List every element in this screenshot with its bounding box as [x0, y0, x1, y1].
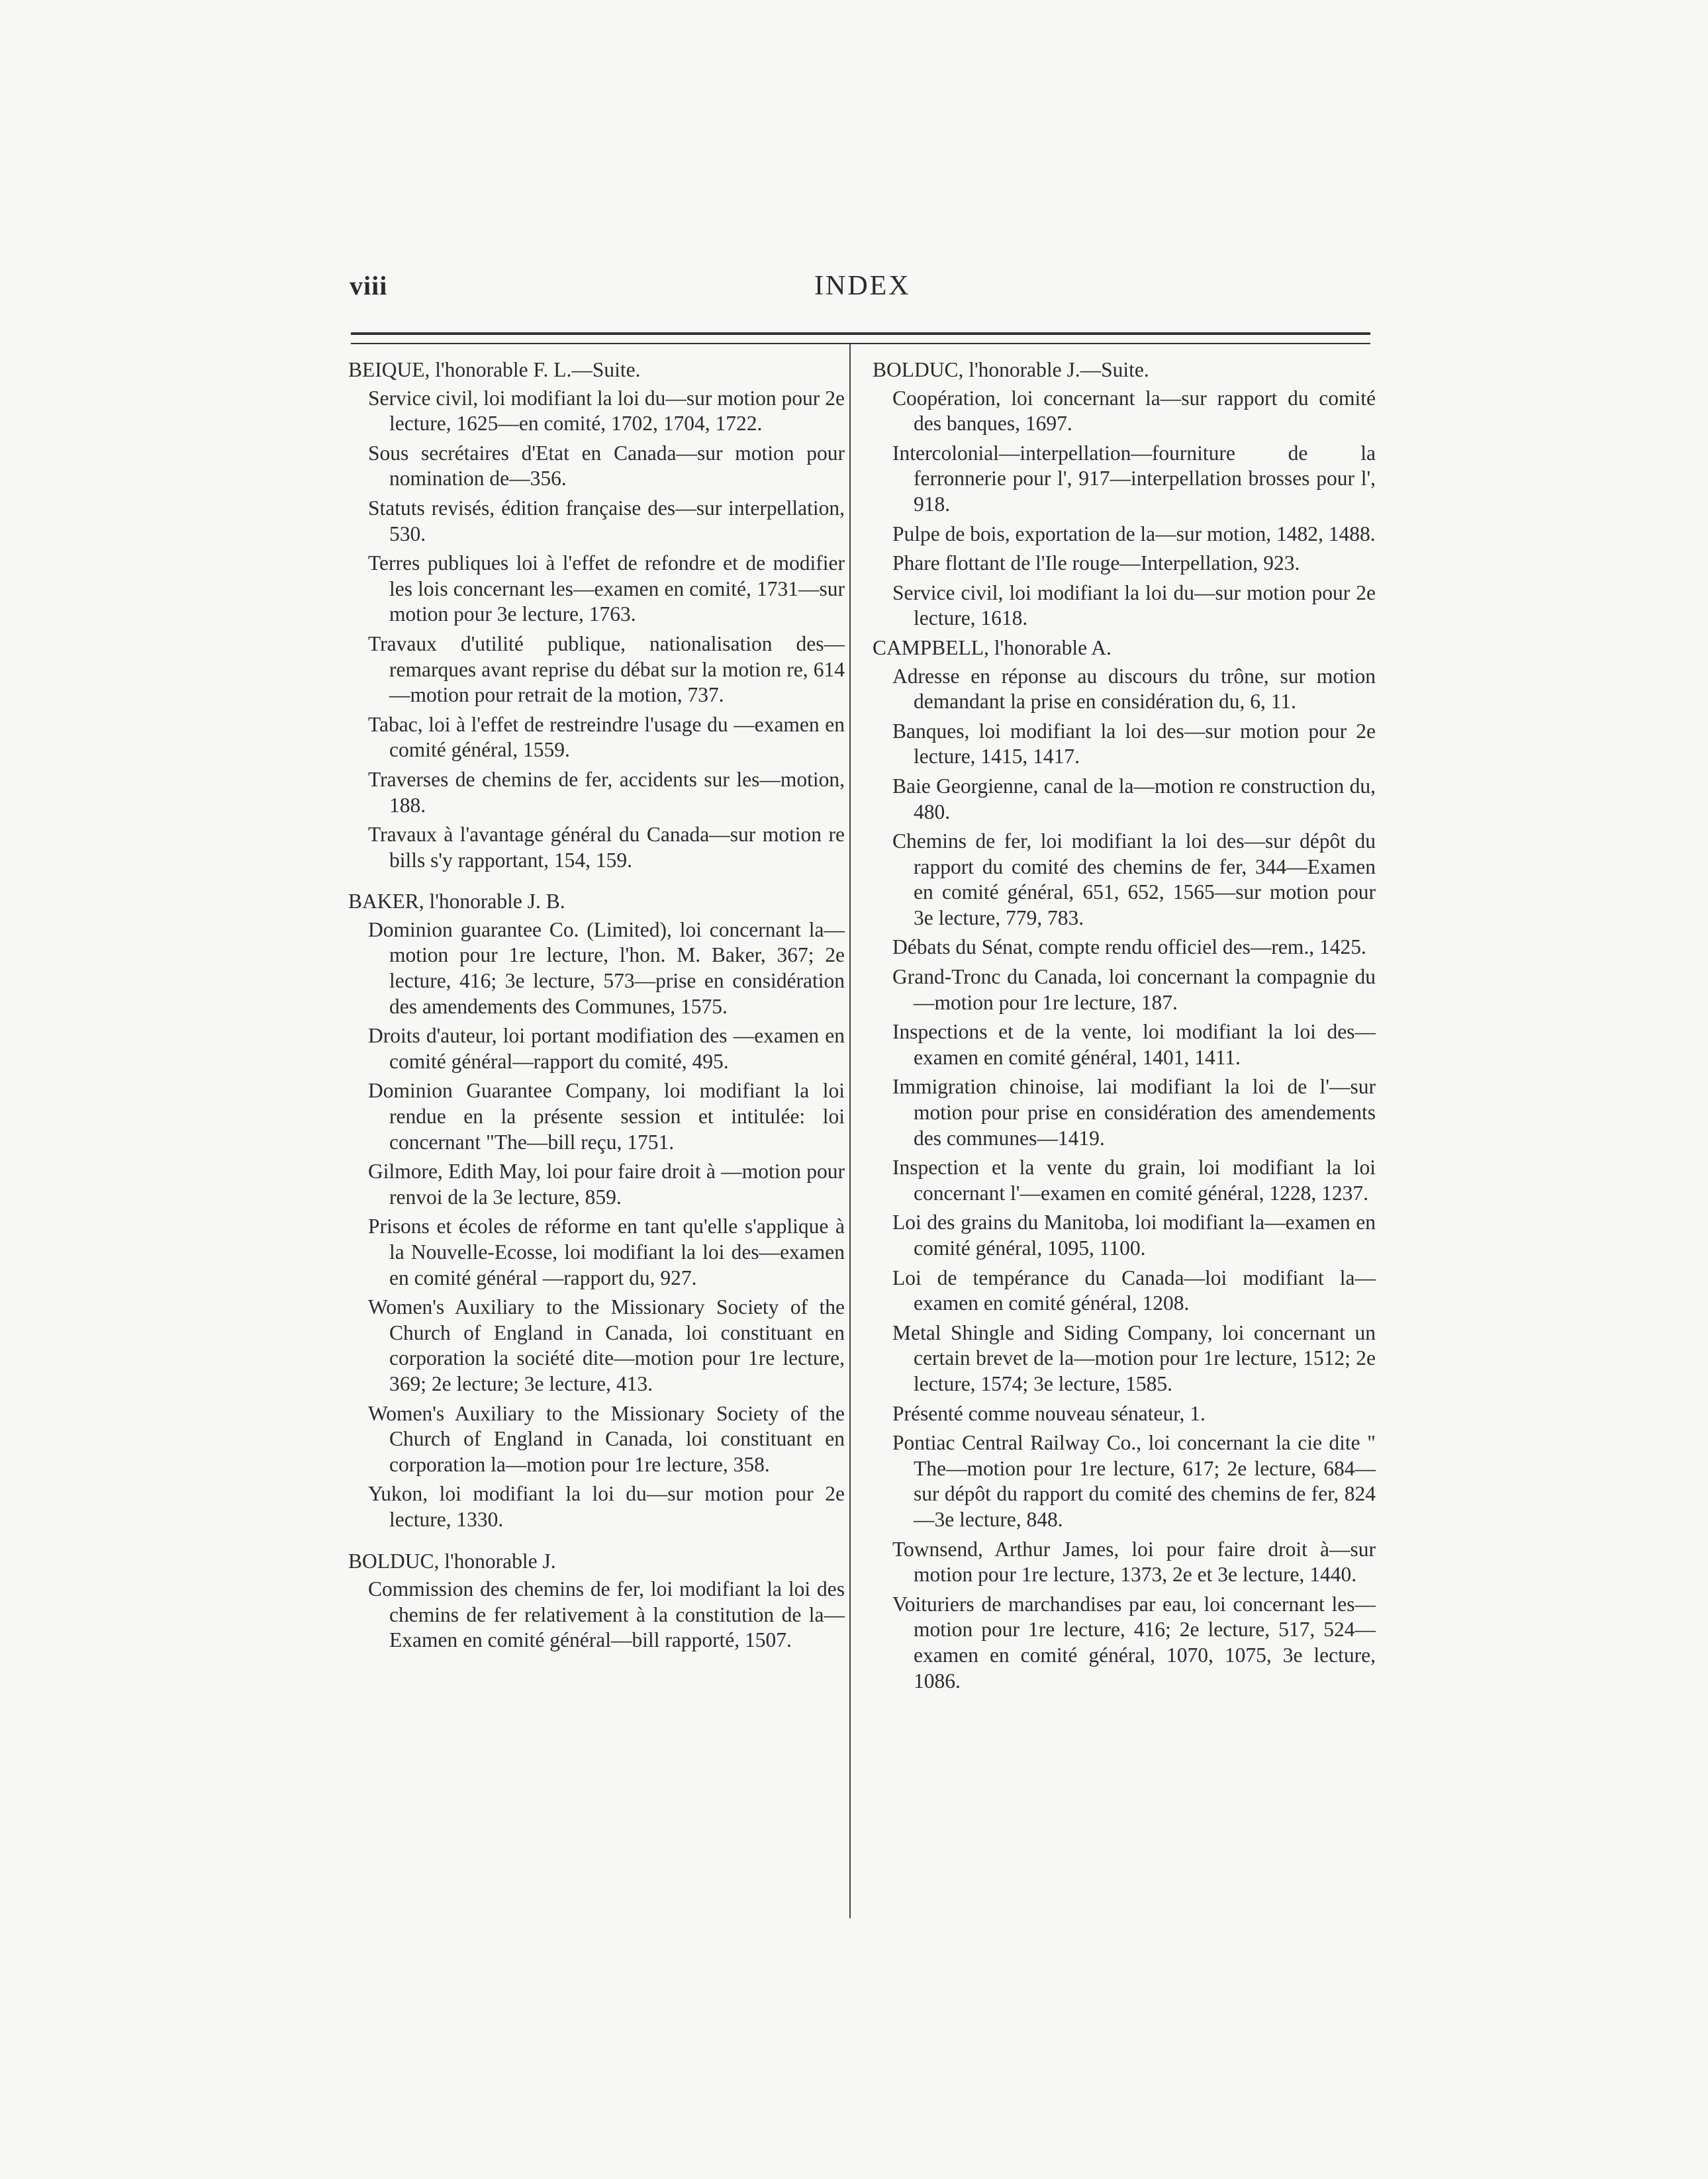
index-entry: Dominion guarantee Co. (Limited), loi concernant la—motion pour 1re lecture, l'hon. M. Baker, 367; 2e lecture, 416; 3e lecture, 573—prise en considération des amendements des Communes, 1575. [368, 917, 845, 1018]
index-entry: Metal Shingle and Siding Company, loi concernant un certain brevet de la—motion pour 1re lecture, 1512; 2e lecture, 1574; 3e lecture, 1585. [892, 1321, 1376, 1395]
index-section-beique [348, 357, 845, 873]
index-entry: Pulpe de bois, exportation de la—sur motion, 1482, 1488. [892, 522, 1376, 545]
index-entry: Coopération, loi concernant la—sur rapport du comité des banques, 1697. [892, 386, 1376, 436]
index-entry: Women's Auxiliary to the Missionary Society of the Church of England in Canada, loi constituant en corporation la—motion pour 1re lecture, 358. [368, 1401, 845, 1476]
index-section-campbell [873, 635, 1376, 1694]
index-entry: Chemins de fer, loi modifiant la loi des—sur dépôt du rapport du comité des chemins de fer, 344—Examen en comité général, 651, 652, 1565—sur motion pour 3e lecture, 779, 783. [892, 829, 1376, 929]
index-entry: Débats du Sénat, compte rendu officiel des—rem., 1425. [892, 935, 1366, 959]
index-entry: Inspection et la vente du grain, loi modifiant la loi concernant l'—examen en comité général, 1228, 1237. [892, 1156, 1376, 1205]
index-entry: Travaux à l'avantage général du Canada—sur motion re bills s'y rapportant, 154, 159. [368, 823, 845, 872]
index-entry: Loi de tempérance du Canada—loi modifiant la—examen en comité général, 1208. [892, 1266, 1376, 1315]
index-entry: Présenté comme nouveau sénateur, 1. [892, 1401, 1206, 1425]
header-rule-thick [351, 332, 1370, 335]
index-entry: Townsend, Arthur James, loi pour faire droit à—sur motion pour 1re lecture, 1373, 2e et 3e lecture, 1440. [892, 1537, 1376, 1587]
index-entry: Loi des grains du Manitoba, loi modifiant la—examen en comité général, 1095, 1100. [892, 1211, 1376, 1260]
index-entry: Women's Auxiliary to the Missionary Society of the Church of England in Canada, loi constituant en corporation la société dite—motion pour 1re lecture, 369; 2e lecture; 3e lecture, 413. [368, 1295, 845, 1395]
index-entry: Tabac, loi à l'effet de restreindre l'usage du —examen en comité général, 1559. [368, 712, 845, 762]
index-entry: Prisons et écoles de réforme en tant qu'elle s'applique à la Nouvelle-Ecosse, loi modifiant la loi des—examen en comité général —rapport du, 927. [368, 1215, 845, 1289]
index-section-baker [348, 889, 845, 1532]
index-entry: Commission des chemins de fer, loi modifiant la loi des chemins de fer relativement à la constitution de la—Examen en comité général—bill rapporté, 1507. [368, 1577, 845, 1652]
index-section-bolduc [348, 1549, 845, 1653]
index-heading: BAKER, l'honorable J. B. [348, 890, 565, 913]
index-section-bolduc-suite [873, 357, 1376, 631]
index-heading: CAMPBELL, l'honorable A. [873, 635, 1112, 659]
right-column [873, 357, 1376, 1698]
index-entry: Traverses de chemins de fer, accidents sur les—motion, 188. [368, 767, 845, 817]
index-entry: Immigration chinoise, lai modifiant la loi de l'—sur motion pour prise en considération des amendements des communes—1419. [892, 1075, 1376, 1150]
index-entry: Phare flottant de l'Ile rouge—Interpellation, 923. [892, 551, 1300, 575]
index-entry: Baie Georgienne, canal de la—motion re construction du, 480. [892, 774, 1376, 823]
header-rule-thin [351, 343, 1370, 344]
index-entry: Adresse en réponse au discours du trône, sur motion demandant la prise en considération du, 6, 11. [892, 664, 1376, 714]
index-heading: BOLDUC, l'honorable J. [348, 1549, 556, 1573]
index-entry: Service civil, loi modifiant la loi du—sur motion pour 2e lecture, 1625—en comité, 1702, 1704, 1722. [368, 386, 845, 436]
index-entry: Voituriers de marchandises par eau, loi concernant les—motion pour 1re lecture, 416; 2e lecture, 517, 524—examen en comité général, 1070, 1075, 3e lecture, 1086. [892, 1592, 1376, 1692]
index-entry: Intercolonial—interpellation—fourniture de la ferronnerie pour l', 917—interpellation brosses pour l', 918. [892, 441, 1376, 516]
index-entry: Droits d'auteur, loi portant modifiation des —examen en comité général—rapport du comité, 495. [368, 1024, 845, 1073]
index-entry: Statuts revisés, édition française des—sur interpellation, 530. [368, 496, 845, 545]
index-heading: BOLDUC, l'honorable J.—Suite. [873, 358, 1149, 381]
index-heading: BEIQUE, l'honorable F. L.—Suite. [348, 358, 641, 381]
index-entry: Grand-Tronc du Canada, loi concernant la compagnie du—motion pour 1re lecture, 187. [892, 965, 1376, 1014]
index-entry: Dominion Guarantee Company, loi modifiant la loi rendue en la présente session et intitulée: loi concernant "The—bill reçu, 1751. [368, 1079, 845, 1154]
index-entry: Inspections et de la vente, loi modifiant la loi des—examen en comité général, 1401, 1411. [892, 1020, 1376, 1069]
left-column [348, 357, 845, 1657]
page-number: viii [350, 271, 388, 301]
page-title: INDEX [814, 271, 911, 301]
index-entry: Banques, loi modifiant la loi des—sur motion pour 2e lecture, 1415, 1417. [892, 719, 1376, 768]
index-entry: Travaux d'utilité publique, nationalisation des—remarques avant reprise du débat sur la motion re, 614—motion pour retrait de la motion, 737. [368, 631, 845, 707]
section-gap [348, 877, 845, 889]
index-entry: Terres publiques loi à l'effet de refondre et de modifier les lois concernant les—examen en comité, 1731—sur motion pour 3e lecture, 1763. [368, 551, 845, 626]
column-divider [849, 344, 851, 1918]
index-entry: Gilmore, Edith May, loi pour faire droit à —motion pour renvoi de la 3e lecture, 859. [368, 1160, 845, 1209]
index-entry: Sous secrétaires d'Etat en Canada—sur motion pour nomination de—356. [368, 441, 845, 490]
index-entry: Yukon, loi modifiant la loi du—sur motion pour 2e lecture, 1330. [368, 1482, 845, 1531]
index-entry: Pontiac Central Railway Co., loi concernant la cie dite " The—motion pour 1re lecture, 617; 2e lecture, 684—sur dépôt du rapport du comité des chemins de fer, 824—3e lecture, 848. [892, 1431, 1376, 1531]
index-entry: Service civil, loi modifiant la loi du—sur motion pour 2e lecture, 1618. [892, 580, 1376, 630]
section-gap [348, 1537, 845, 1549]
